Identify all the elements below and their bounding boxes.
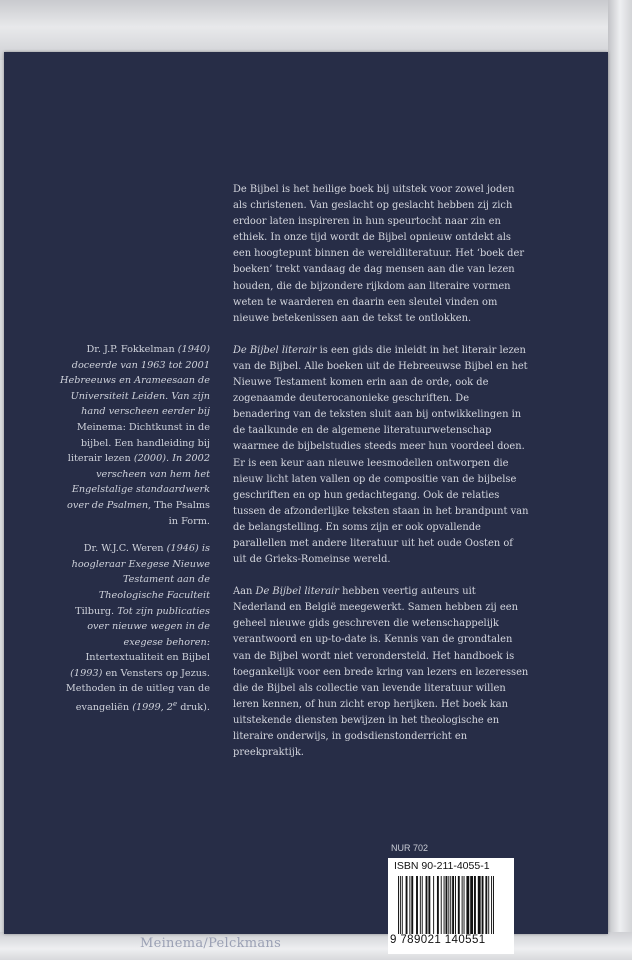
bio-run: Meinema: Dichtkunst in de bijbel. Een handleiding bij literair lezen [67, 421, 210, 465]
bio-run: Dr. W.J.C. Weren [83, 543, 167, 555]
blurb-paragraph-1: De Bijbel is het heilige boek bij uitstek voor zowel joden als christenen. Van geslacht op geslacht hebben zij zich erdoor laten inspireren in hun speurtocht naar zin en ethiek. In onze tijd wordt de Bijbel opnieuw ontdekt als een hoogtepunt binnen de wereldliteratuur. Het ‘boek der boeken’ trekt vandaag de dag mensen aan die van lezen houden, die de bijzondere rijkdom aan literaire vormen weten te waarderen en daarin een sleutel vinden om nieuwe betekenissen aan de tekst te ontlokken. [233, 184, 525, 324]
book-title-italic: De Bijbel literair [233, 344, 317, 356]
bio-run: druk). [177, 702, 210, 714]
barcode-bar [458, 876, 460, 934]
blurb-paragraph-3 [233, 584, 529, 761]
bio-run: en Vensters op Jezus. Methoden in de uitleg van de evangeliën [65, 667, 210, 714]
bio-run: Intertextualiteit en Bijbel [85, 652, 210, 664]
barcode-bars [396, 876, 506, 934]
blurb-column [233, 182, 529, 777]
bio-run: Tilburg. [75, 605, 118, 617]
barcode-bar [441, 876, 442, 934]
book-back-cover [4, 52, 608, 951]
barcode-bar [482, 876, 484, 934]
barcode-bar [485, 876, 487, 934]
barcode-bar [462, 876, 463, 934]
barcode-bar [422, 876, 423, 934]
barcode-bar [455, 876, 456, 934]
author-bio-column [58, 342, 210, 728]
barcode-bar [491, 876, 492, 934]
barcode-bar [450, 876, 451, 934]
book-title-italic-2: De Bijbel literair [255, 586, 339, 598]
bio-run: Tot zijn publicaties over nieuwe wegen in de exegese behoren: [87, 605, 210, 648]
barcode-bar [493, 876, 494, 934]
barcode-bar [420, 876, 421, 934]
author-bio-fokkelman [58, 342, 210, 529]
barcode-bar [411, 876, 413, 934]
barcode-bar [464, 876, 465, 934]
barcode-bar [433, 876, 434, 934]
plastic-wrap-top [0, 0, 632, 60]
barcode-bar [398, 876, 399, 934]
barcode-bar [452, 876, 454, 934]
bio-run: (1993) [70, 667, 106, 679]
barcode-bar [437, 876, 439, 934]
bio-run: (1999, 2 [132, 702, 173, 714]
barcode-bar [488, 876, 489, 934]
barcode-bar [444, 876, 445, 934]
bio-run: Dr. J.P. Fokkelman [86, 344, 178, 355]
barcode-bar [478, 876, 481, 934]
barcode-bar [402, 876, 403, 934]
blurb-paragraph-3-pre: Aan [233, 586, 256, 598]
barcode-bar [474, 876, 476, 934]
barcode-bar [428, 876, 430, 934]
blurb-paragraph-2-text: is een gids die inleidt in het literair lezen van de Bijbel. Alle boeken uit de Hebreeuwse Bijbel en het Nieuwe Testament komen erin aan de orde, ook de zogenaamde deuterocanonieke geschriften. De benadering van de teksten sluit aan bij ontwikkelingen in de taalkunde en de algemene literatuurwetenschap waarmee de bijbelstudies steeds meer hun voordeel doen. Er is een keur aan nieuwe leesmodellen ontworpen die nieuw licht laten vallen op de compositie van de bijbelse geschriften en op hun gedachtegang. Ook de relaties tussen de afzonderlijke teksten staan in het brandpunt van de belangstelling. En soms zijn er ook opvallende parallellen met andere literatuur uit het oude Oosten of uit de Grieks-Romeinse wereld. [233, 344, 529, 566]
ean-number: 9 789021 140551 [390, 934, 486, 946]
publisher-name: Meinema/Pelckmans [140, 936, 282, 951]
barcode-bar [448, 876, 449, 934]
nur-code: NUR 702 [391, 843, 429, 853]
barcode-bar [466, 876, 469, 934]
plastic-wrap-right [608, 0, 632, 960]
barcode-bar [400, 876, 401, 934]
bio-run: (2000). In 2002 verscheen van hem het Engelstalige standaardwerk over de Psalmen, [67, 453, 210, 511]
blurb-paragraph-2 [233, 343, 529, 568]
bio-run: e [172, 700, 178, 709]
barcode-bar [426, 876, 428, 934]
bio-run: (1946) is hoogleraar Exegese Nieuwe Testament aan de Theologische Faculteit [71, 543, 210, 601]
bio-run: (1940) doceerde van 1963 tot 2001 Hebreeuws en Arameesaan de Universiteit Leiden. Van zijn hand verscheen eerder bij [60, 344, 210, 418]
bio-run: The Psalms in Form. [154, 499, 210, 527]
barcode-bar [406, 876, 408, 934]
author-bio-weren [58, 541, 210, 716]
isbn-number: ISBN 90-211-4055-1 [394, 860, 490, 872]
barcode-bar [409, 876, 410, 934]
blurb-paragraph-3-text: hebben veertig auteurs uit Nederland en België meegewerkt. Samen hebben zij een geheel nieuwe gids geschreven die wetenschappelijk verantwoord en up-to-date is. Kennis van de grondtalen van de Bijbel wordt niet verondersteld. Het handboek is toegankelijk voor een brede kring van lezers en lezeressen die de Bijbel als collectie van levende literatuur willen leren kennen, of hun zicht erop herijken. Het boek kan uitstekende diensten bewijzen in het theologische en literaire onderwijs, in godsdienstonderricht en preekpraktijk. [233, 586, 529, 759]
isbn-barcode-label [388, 858, 514, 954]
barcode-bar [416, 876, 418, 934]
barcode-bar [470, 876, 473, 934]
barcode-bar [446, 876, 448, 934]
